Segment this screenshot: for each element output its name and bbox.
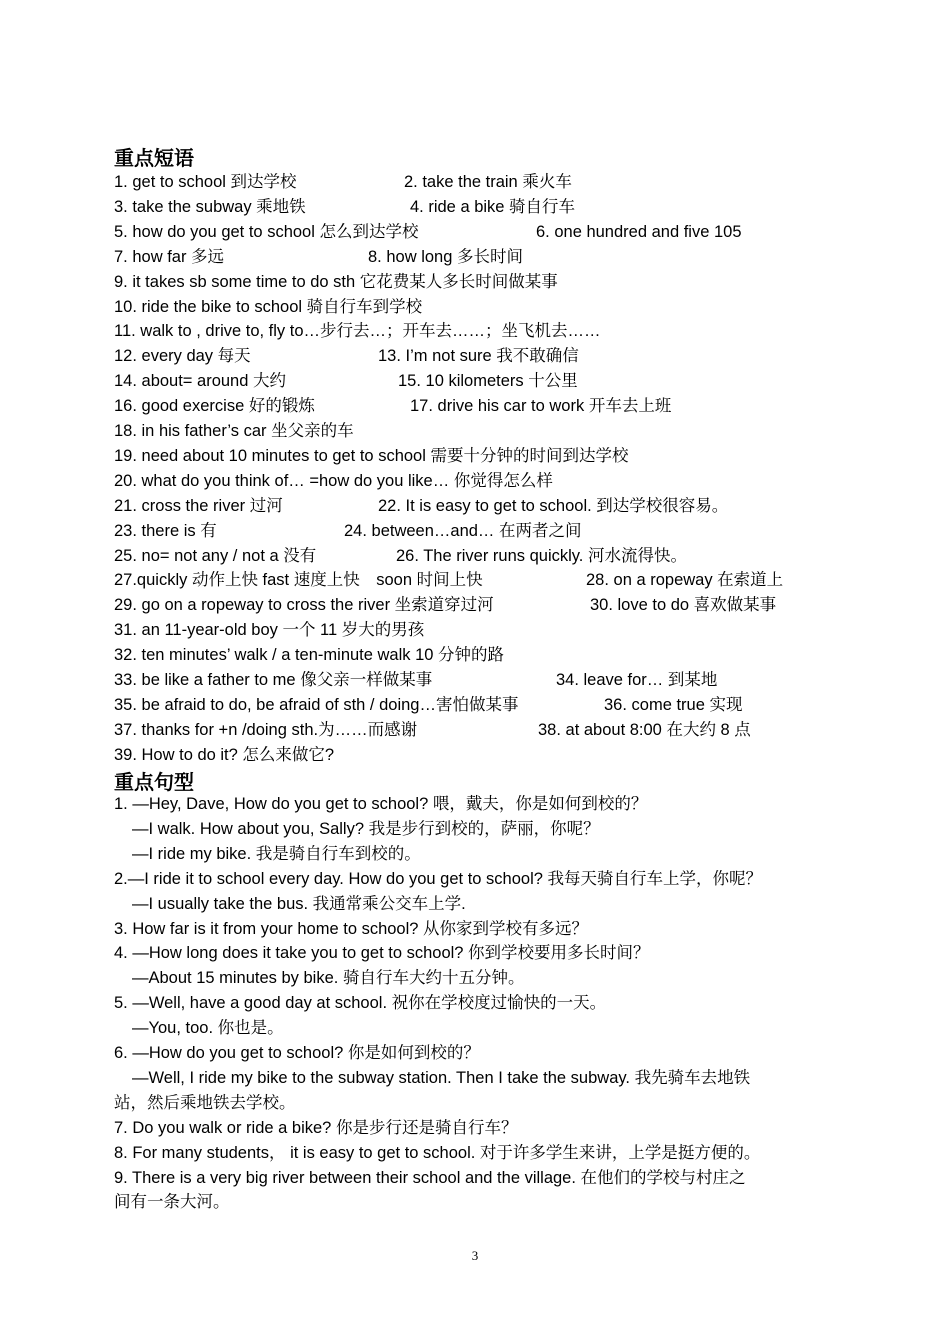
phrase-row <box>114 719 751 741</box>
phrase-item: 12. every day 每天 <box>114 347 251 366</box>
phrase-item: 5. how do you get to school 怎么到达学校 <box>114 222 419 241</box>
phrase-item: 23. there is 有 <box>114 521 217 540</box>
phrase-item: 36. come true 实现 <box>604 695 743 714</box>
sentence-line: —You, too. 你也是。 <box>132 1019 284 1038</box>
phrase-item: 7. how far 多远 <box>114 247 225 266</box>
phrase-item: 9. it takes sb some time to do sth 它花费某人多长时间做某事 <box>114 272 558 291</box>
phrase-row <box>114 619 424 641</box>
phrase-item: 22. It is easy to get to school. 到达学校很容易。 <box>378 496 729 515</box>
phrase-row <box>114 644 504 666</box>
phrase-item: 35. be afraid to do, be afraid of sth / doing…害怕做某事 <box>114 695 519 714</box>
sentence-line: 间有一条大河。 <box>114 1193 230 1212</box>
phrase-row <box>114 171 572 193</box>
phrase-item: 38. at about 8:00 在大约 8 点 <box>538 720 751 739</box>
phrase-item: 16. good exercise 好的锻炼 <box>114 397 315 416</box>
sentence-line: 9. There is a very big river between their school and the village. 在他们的学校与村庄之 <box>114 1168 746 1187</box>
phrase-item: 25. no= not any / not a 没有 <box>114 546 317 565</box>
phrase-row <box>114 545 687 567</box>
phrase-item: 20. what do you think of… =how do you like… 你觉得怎么样 <box>114 471 553 490</box>
phrase-item: 2. take the train 乘火车 <box>404 173 572 191</box>
sentence-line: —I ride my bike. 我是骑自行车到校的。 <box>132 844 421 863</box>
phrase-row <box>114 345 579 367</box>
sentence-line: —I usually take the bus. 我通常乘公交车上学. <box>132 894 466 913</box>
phrase-item: 21. cross the river 过河 <box>114 496 283 515</box>
sentence-line: 站，然后乘地铁去学校。 <box>114 1093 296 1112</box>
phrase-row <box>114 520 582 542</box>
phrase-item: 11. walk to , drive to, fly to…步行去…；开车去……；坐飞机去…… <box>114 322 601 341</box>
phrase-row <box>114 196 576 218</box>
phrase-row <box>114 669 718 691</box>
phrase-row <box>114 320 601 342</box>
phrase-item: 10. ride the bike to school 骑自行车到学校 <box>114 297 423 316</box>
sentence-line: —I walk. How about you, Sally? 我是步行到校的，萨丽，你呢？ <box>132 819 600 838</box>
phrase-row <box>114 246 523 268</box>
phrase-item: 18. in his father’s car 坐父亲的车 <box>114 422 354 440</box>
phrase-row <box>114 594 777 616</box>
sentence-line: 1. —Hey, Dave, How do you get to school? 喂，戴夫，你是如何到校的？ <box>114 795 648 813</box>
phrase-row <box>114 221 742 243</box>
phrase-item: 19. need about 10 minutes to get to school 需要十分钟的时间到达学校 <box>114 446 629 465</box>
phrase-row <box>114 569 784 591</box>
phrase-row <box>114 694 743 716</box>
phrase-item: 37. thanks for +n /doing sth.为……而感谢 <box>114 720 418 739</box>
phrase-item: 28. on a ropeway 在索道上 <box>586 571 784 590</box>
phrase-item: 33. be like a father to me 像父亲一样做某事 <box>114 671 433 689</box>
phrases-heading: 重点短语 <box>114 146 194 170</box>
sentence-line: 5. —Well, have a good day at school. 祝你在学校度过愉快的一天。 <box>114 994 607 1013</box>
sentence-line: 3. How far is it from your home to school? 从你家到学校有多远？ <box>114 919 589 938</box>
phrase-item: 6. one hundred and five 105 <box>536 222 742 241</box>
sentence-line: 4. —How long does it take you to get to school? 你到学校要用多长时间？ <box>114 944 650 963</box>
phrase-item: 32. ten minutes’ walk / a ten-minute walk 10 分钟的路 <box>114 646 505 665</box>
phrase-row <box>114 395 672 417</box>
phrase-row <box>114 420 354 442</box>
phrase-item: 31. an 11-year-old boy 一个 11 岁大的男孩 <box>114 621 425 640</box>
phrase-item: 39. How to do it? 怎么来做它? <box>114 745 335 764</box>
phrase-row <box>114 370 578 392</box>
sentence-line: 8. For many students， it is easy to get to school. 对于许多学生来讲，上学是挺方便的。 <box>114 1143 761 1162</box>
phrase-row <box>114 744 334 766</box>
phrase-row <box>114 296 422 318</box>
phrase-item: 29. go on a ropeway to cross the river 坐索道穿过河 <box>114 596 494 615</box>
phrase-row <box>114 495 729 517</box>
phrase-item: 17. drive his car to work 开车去上班 <box>410 397 672 416</box>
phrase-item: 15. 10 kilometers 十公里 <box>398 372 578 391</box>
phrase-item: 3. take the subway 乘地铁 <box>114 197 306 216</box>
phrase-item: 24. between…and… 在两者之间 <box>344 521 582 540</box>
phrase-row <box>114 271 558 293</box>
sentences-heading: 重点句型 <box>114 769 194 794</box>
phrase-item: 13. I’m not sure 我不敢确信 <box>378 347 579 366</box>
phrase-row <box>114 470 553 492</box>
phrase-item: 1. get to school 到达学校 <box>114 173 297 191</box>
sentence-line: 2.—I ride it to school every day. How do you get to school? 我每天骑自行车上学，你呢？ <box>114 869 763 888</box>
sentence-line: 6. —How do you get to school? 你是如何到校的？ <box>114 1044 480 1062</box>
phrase-item: 14. about= around 大约 <box>114 372 286 391</box>
phrase-item: 30. love to do 喜欢做某事 <box>590 596 777 615</box>
sentence-line: —About 15 minutes by bike. 骑自行车大约十五分钟。 <box>132 969 525 988</box>
phrase-item: 34. leave for… 到某地 <box>556 671 718 689</box>
phrase-row <box>114 445 628 467</box>
phrase-item: 4. ride a bike 骑自行车 <box>410 197 576 216</box>
sentence-line: 7. Do you walk or ride a bike? 你是步行还是骑自行车？ <box>114 1118 518 1137</box>
sentence-line: —Well, I ride my bike to the subway station. Then I take the subway. 我先骑车去地铁 <box>132 1068 751 1087</box>
page-number: 3 <box>471 1248 479 1263</box>
phrase-item: 26. The river runs quickly. 河水流得快。 <box>396 546 687 565</box>
phrase-item: 8. how long 多长时间 <box>368 247 523 266</box>
phrase-item: 27.quickly 动作上快 fast 速度上快 soon 时间上快 <box>114 571 483 590</box>
